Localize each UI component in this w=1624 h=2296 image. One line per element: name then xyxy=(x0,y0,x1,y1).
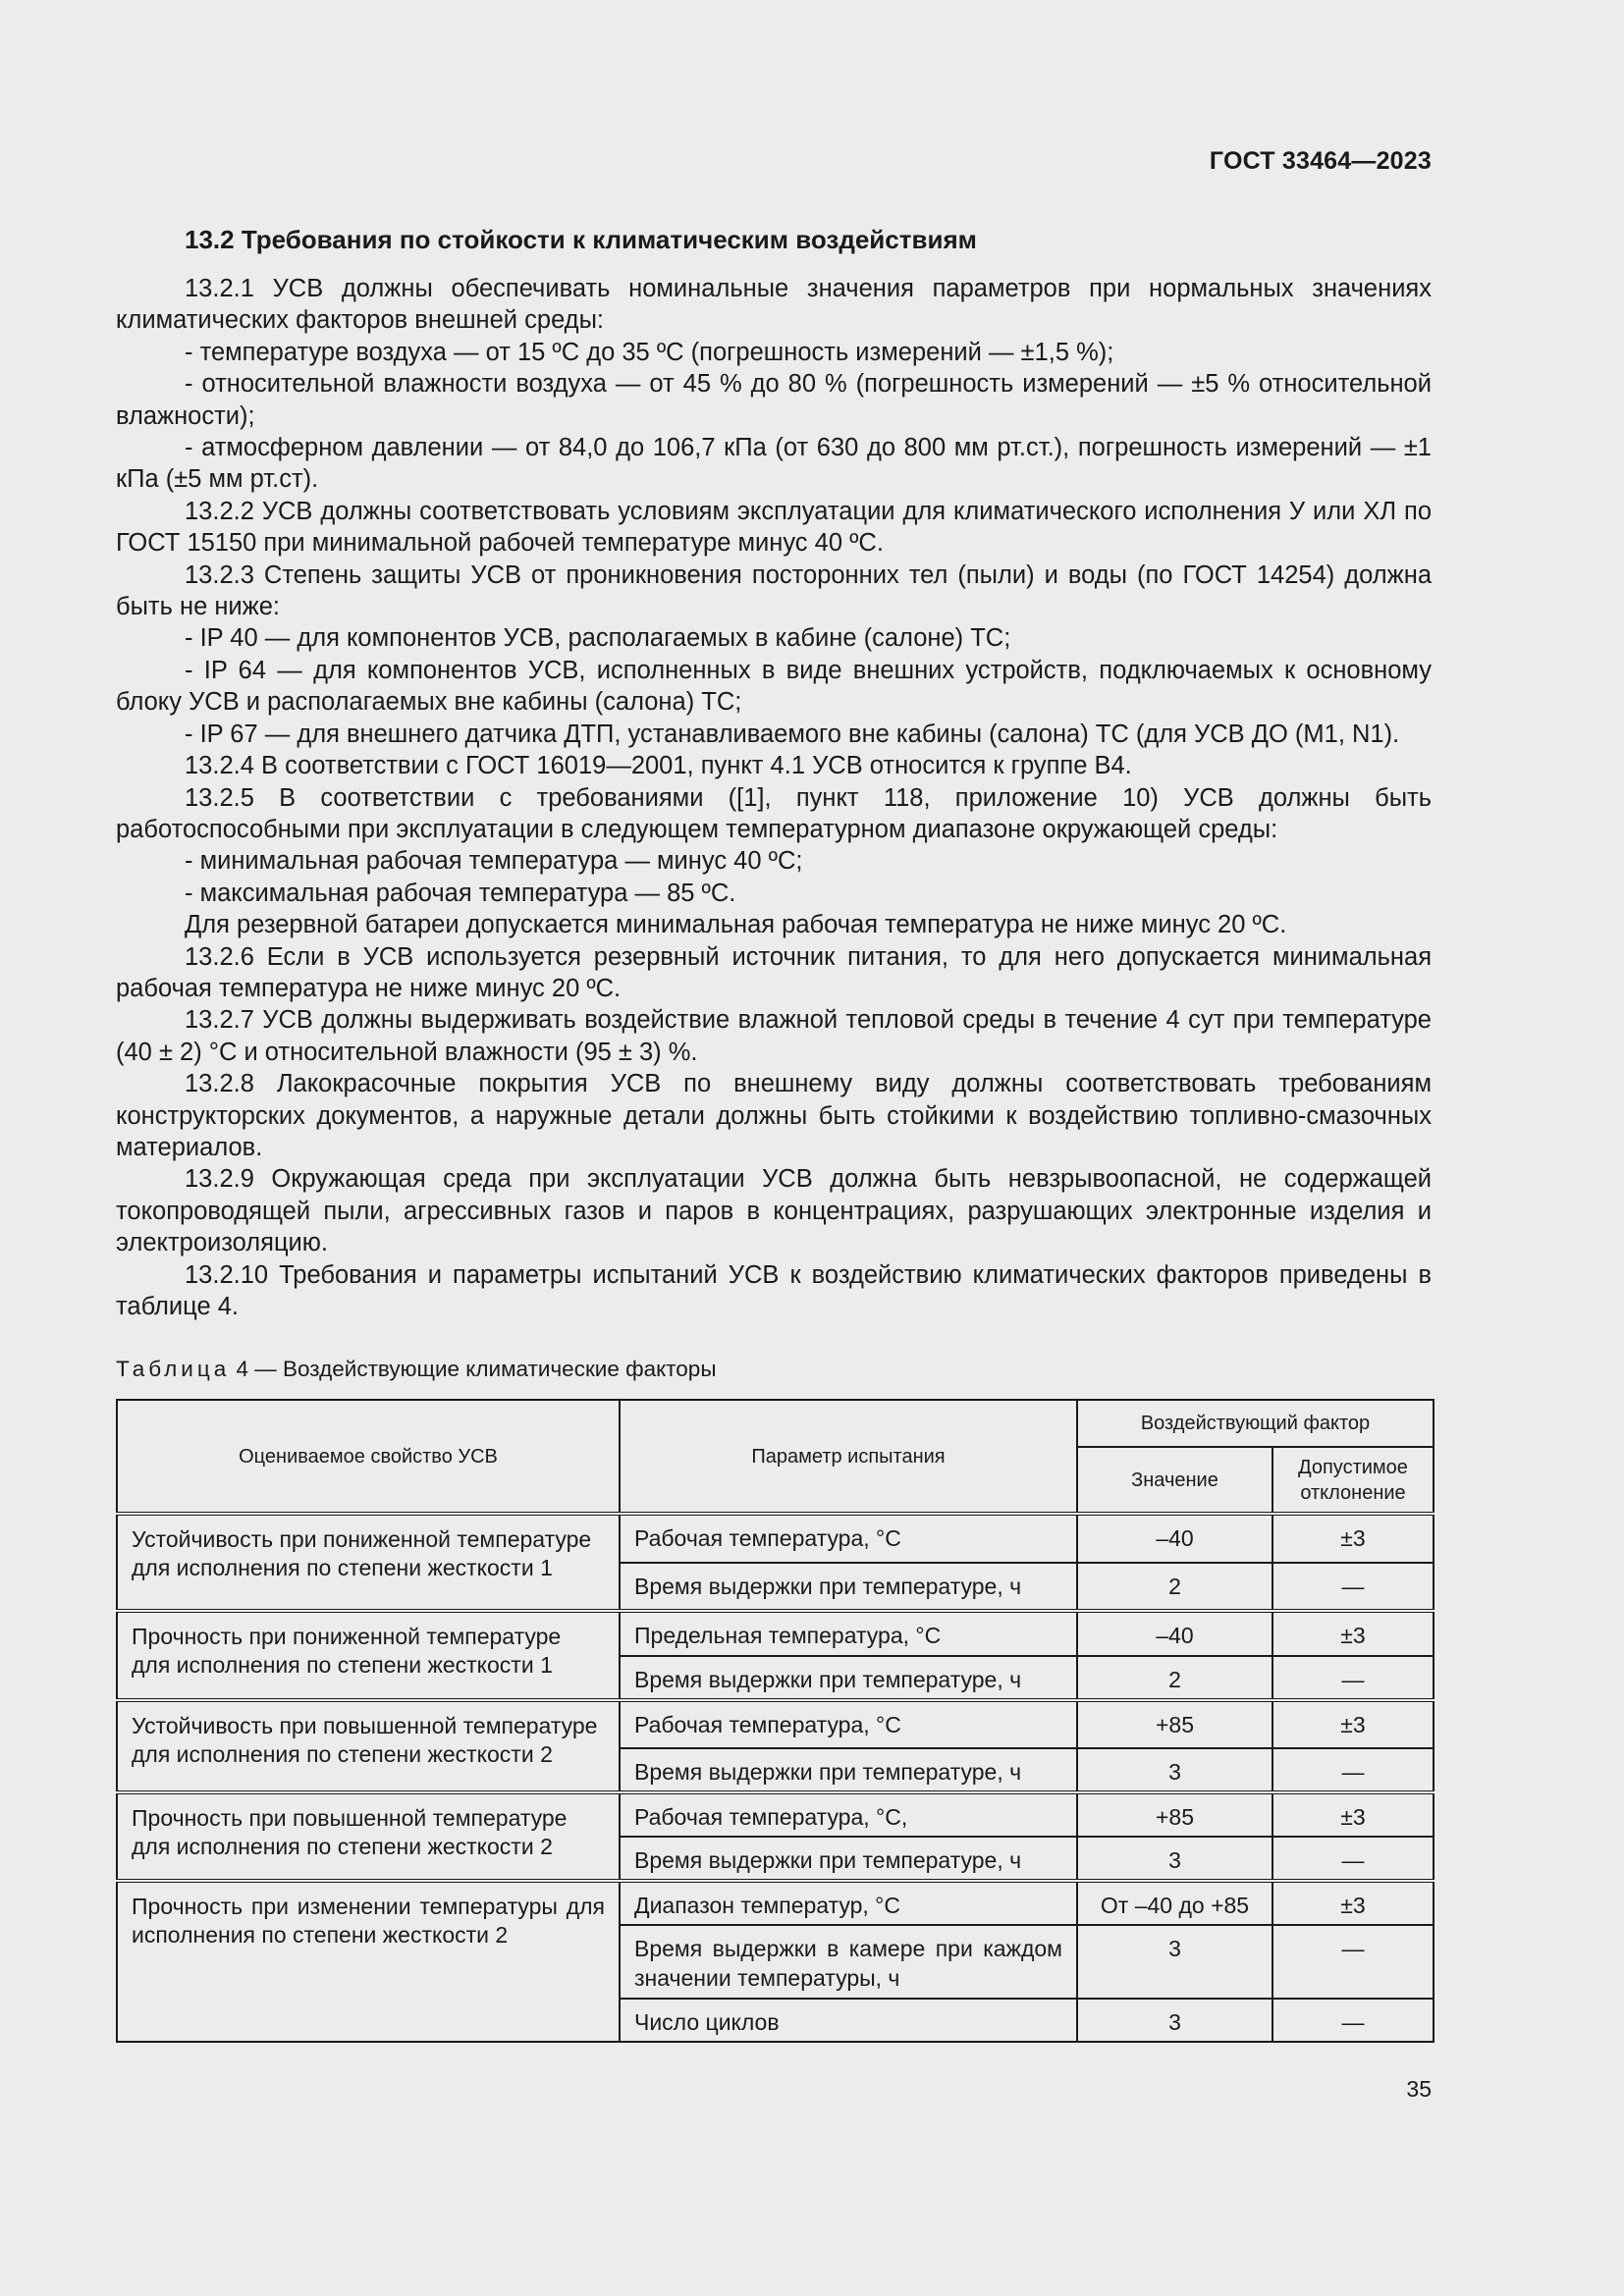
paragraph: - максимальная рабочая температура — 85 ºС. xyxy=(185,879,736,907)
table-row xyxy=(117,1792,1434,1837)
paragraph: 13.2.9 Окружающая среда при эксплуатации УСВ должна быть невзрывоопасной, не содержащей токопроводящей пыли, агрессивных газов и паров в концентрациях, разрушающих электронные изделия и электроизоляцию. xyxy=(116,1165,1432,1257)
cell-parameter: Предельная температура, °С xyxy=(620,1611,1077,1656)
table-caption xyxy=(116,1357,717,1382)
cell-deviation: — xyxy=(1272,1563,1434,1611)
cell-deviation: ±3 xyxy=(1272,1611,1434,1656)
paragraph: 13.2.3 Степень защиты УСВ от проникновения посторонних тел (пыли) и воды (по ГОСТ 14254) должна быть не ниже: xyxy=(116,561,1432,621)
cell-parameter: Время выдержки в камере при каждом значении температуры, ч xyxy=(620,1925,1077,1999)
cell-parameter: Диапазон температур, °С xyxy=(620,1881,1077,1925)
paragraph: - относительной влажности воздуха — от 45 % до 80 % (погрешность измерений — ±5 % относительной влажности); xyxy=(116,370,1432,430)
paragraph: 13.2.4 В соответствии с ГОСТ 16019—2001, пункт 4.1 УСВ относится к группе В4. xyxy=(185,752,1132,780)
paragraph: - минимальная рабочая температура — минус 40 ºС; xyxy=(185,847,803,876)
paragraph: 13.2.10 Требования и параметры испытаний УСВ к воздействию климатических факторов приведены в таблице 4. xyxy=(116,1260,1432,1320)
header-factor: Воздействующий фактор xyxy=(1077,1400,1434,1447)
cell-parameter: Число циклов xyxy=(620,1999,1077,2042)
table-row xyxy=(117,1611,1434,1656)
cell-property: Прочность при повышенной температуре для исполнения по степени жесткости 2 xyxy=(117,1792,620,1881)
document-header: ГОСТ 33464—2023 xyxy=(1209,147,1432,175)
cell-deviation: ±3 xyxy=(1272,1514,1434,1563)
cell-value: –40 xyxy=(1077,1514,1272,1563)
climatic-factors-table xyxy=(116,1399,1435,2043)
paragraph: Для резервной батареи допускается минимальная рабочая температура не ниже минус 20 ºС. xyxy=(185,911,1287,939)
cell-value: От –40 до +85 xyxy=(1077,1881,1272,1925)
table-row xyxy=(117,1514,1434,1563)
cell-value: 3 xyxy=(1077,1837,1272,1881)
paragraph: - IP 64 — для компонентов УСВ, исполненных в виде внешних устройств, подключаемых к основному блоку УСВ и располагаемых вне кабины (салона) ТС; xyxy=(116,656,1432,717)
cell-value: +85 xyxy=(1077,1700,1272,1748)
cell-property: Устойчивость при повышенной температуре для исполнения по степени жесткости 2 xyxy=(117,1700,620,1792)
paragraph: 13.2.6 Если в УСВ используется резервный источник питания, то для него допускается минимальная рабочая температура не ниже минус 20 ºС. xyxy=(116,942,1432,1002)
cell-parameter: Время выдержки при температуре, ч xyxy=(620,1656,1077,1700)
cell-value: 3 xyxy=(1077,1748,1272,1792)
paragraph: 13.2.5 В соответствии с требованиями ([1], пункт 118, приложение 10) УСВ должны быть работоспособными при эксплуатации в следующем температурном диапазоне окружающей среды: xyxy=(116,783,1432,843)
cell-value: 2 xyxy=(1077,1656,1272,1700)
cell-value: 3 xyxy=(1077,1925,1272,1999)
cell-deviation: ±3 xyxy=(1272,1700,1434,1748)
table-row xyxy=(117,1881,1434,1925)
cell-deviation: ±3 xyxy=(1272,1792,1434,1837)
cell-deviation: — xyxy=(1272,1748,1434,1792)
cell-value: 3 xyxy=(1077,1999,1272,2042)
cell-parameter: Время выдержки при температуре, ч xyxy=(620,1837,1077,1881)
paragraph: 13.2.1 УСВ должны обеспечивать номинальные значения параметров при нормальных значениях климатических факторов внешней среды: xyxy=(116,275,1432,335)
cell-value: –40 xyxy=(1077,1611,1272,1656)
cell-parameter: Время выдержки при температуре, ч xyxy=(620,1563,1077,1611)
header-property: Оцениваемое свойство УСВ xyxy=(117,1400,620,1514)
cell-property: Прочность при пониженной температуре для исполнения по степени жесткости 1 xyxy=(117,1611,620,1700)
table-caption-text: 4 — Воздействующие климатические факторы xyxy=(236,1357,717,1381)
paragraph: - IP 40 — для компонентов УСВ, располагаемых в кабине (салоне) ТС; xyxy=(185,624,1011,653)
paragraph: - IP 67 — для внешнего датчика ДТП, устанавливаемого вне кабины (салона) ТС (для УСВ ДО (М1, N1). xyxy=(185,720,1400,748)
table-row xyxy=(117,1700,1434,1748)
cell-deviation: — xyxy=(1272,1925,1434,1999)
paragraph: 13.2.8 Лакокрасочные покрытия УСВ по внешнему виду должны соответствовать требованиям конструкторских документов, а наружные детали должны быть стойкими к воздействию топливно-смазочных материалов. xyxy=(116,1070,1432,1161)
section-body xyxy=(116,273,1432,1322)
cell-parameter: Рабочая температура, °С xyxy=(620,1700,1077,1748)
section-title: 13.2 Требования по стойкости к климатическим воздействиям xyxy=(185,225,977,254)
cell-value: 2 xyxy=(1077,1563,1272,1611)
table-caption-label: Таблица xyxy=(116,1357,231,1381)
cell-property: Прочность при изменении температуры для исполнения по степени жесткости 2 xyxy=(117,1881,620,2042)
cell-parameter: Рабочая температура, °С xyxy=(620,1514,1077,1563)
cell-parameter: Рабочая температура, °С, xyxy=(620,1792,1077,1837)
cell-deviation: — xyxy=(1272,1999,1434,2042)
cell-deviation: ±3 xyxy=(1272,1881,1434,1925)
paragraph: - температуре воздуха — от 15 ºС до 35 ºС (погрешность измерений — ±1,5 %); xyxy=(185,338,1114,366)
cell-parameter: Время выдержки при температуре, ч xyxy=(620,1748,1077,1792)
cell-deviation: — xyxy=(1272,1656,1434,1700)
header-deviation: Допустимое отклонение xyxy=(1272,1447,1434,1514)
cell-deviation: — xyxy=(1272,1837,1434,1881)
cell-value: +85 xyxy=(1077,1792,1272,1837)
cell-property: Устойчивость при пониженной температуре для исполнения по степени жесткости 1 xyxy=(117,1514,620,1611)
paragraph: 13.2.7 УСВ должны выдерживать воздействие влажной тепловой среды в течение 4 сут при температуре (40 ± 2) °С и относительной влажности (95 ± 3) %. xyxy=(116,1006,1432,1066)
header-value: Значение xyxy=(1077,1447,1272,1514)
header-parameter: Параметр испытания xyxy=(620,1400,1077,1514)
paragraph: - атмосферном давлении — от 84,0 до 106,7 кПа (от 630 до 800 мм рт.ст.), погрешность измерений — ±1 кПа (±5 мм рт.ст). xyxy=(116,434,1432,494)
paragraph: 13.2.2 УСВ должны соответствовать условиям эксплуатации для климатического исполнения У или ХЛ по ГОСТ 15150 при минимальной рабочей температуре минус 40 ºС. xyxy=(116,497,1432,558)
page-number: 35 xyxy=(1406,2076,1432,2102)
